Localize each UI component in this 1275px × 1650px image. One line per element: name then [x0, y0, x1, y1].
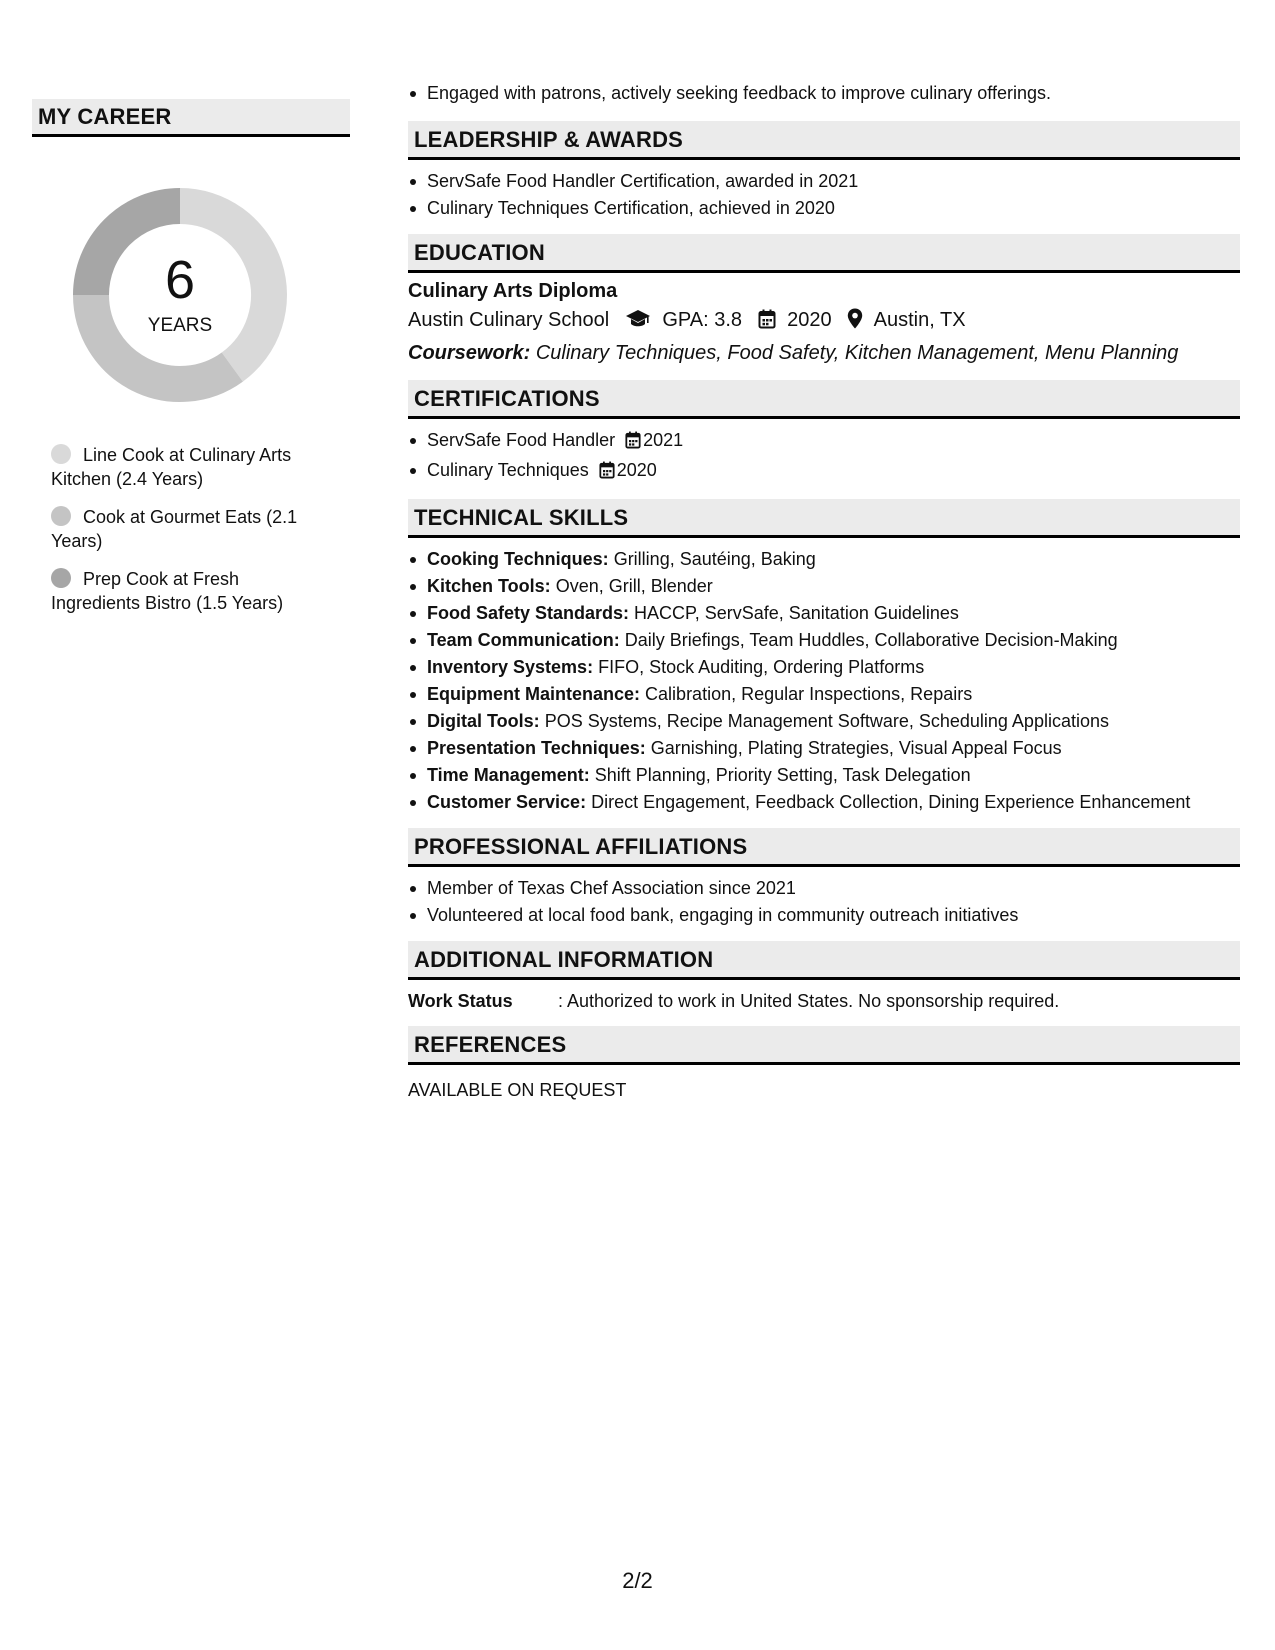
list-item — [427, 573, 1240, 600]
certifications-section — [408, 380, 1240, 487]
affiliations-section — [408, 828, 1240, 929]
list-item — [427, 600, 1240, 627]
list-item — [427, 735, 1240, 762]
skill-value: FIFO, Stock Auditing, Ordering Platforms — [598, 657, 925, 677]
list-item — [427, 654, 1240, 681]
career-donut-chart — [66, 181, 294, 409]
references-text: AVAILABLE ON REQUEST — [408, 1080, 627, 1100]
section-heading: TECHNICAL SKILLS — [408, 499, 1240, 538]
page-number: 2/2 — [622, 1568, 653, 1593]
list-item — [427, 546, 1240, 573]
list-item — [427, 762, 1240, 789]
calendar-icon — [599, 460, 615, 487]
certifications-list — [408, 427, 1240, 487]
total-years-number: 6 — [164, 250, 196, 310]
work-status-row — [408, 980, 1240, 1014]
section-heading: EDUCATION — [408, 234, 1240, 273]
list-item — [427, 708, 1240, 735]
skill-value: Garnishing, Plating Strategies, Visual Appeal Focus — [650, 738, 1062, 758]
section-heading: CERTIFICATIONS — [408, 380, 1240, 419]
skill-label: Cooking Techniques: — [427, 549, 609, 569]
legend-label: Line Cook at Culinary Arts Kitchen (2.4 Years) — [51, 445, 292, 489]
legend-item-prep-cook — [51, 567, 320, 615]
map-pin-icon — [847, 308, 863, 338]
list-item — [427, 681, 1240, 708]
leadership-section — [408, 121, 1240, 222]
skill-value: Grilling, Sautéing, Baking — [613, 549, 816, 569]
skill-label: Time Management: — [427, 765, 590, 785]
gpa: GPA: 3.8 — [662, 309, 743, 331]
list-item: Volunteered at local food bank, engaging in community outreach initiatives — [427, 902, 1240, 929]
main-content — [408, 80, 1240, 1115]
list-item: Engaged with patrons, actively seeking feedback to improve culinary offerings. — [427, 80, 1240, 107]
career-legend — [32, 443, 350, 615]
list-item: Culinary Techniques Certification, achieved in 2020 — [427, 195, 1240, 222]
list-item — [427, 789, 1240, 816]
legend-label: Prep Cook at Fresh Ingredients Bistro (1.5 Years) — [51, 569, 284, 613]
skill-label: Equipment Maintenance: — [427, 684, 641, 704]
references-section — [408, 1026, 1240, 1103]
school-location: Austin, TX — [873, 309, 966, 331]
section-heading: ADDITIONAL INFORMATION — [408, 941, 1240, 980]
work-status-value: : Authorized to work in United States. No sponsorship required. — [558, 991, 1060, 1011]
certification-name: ServSafe Food Handler — [427, 430, 616, 450]
calendar-icon — [625, 430, 641, 457]
skill-label: Team Communication: — [427, 630, 620, 650]
skill-value: POS Systems, Recipe Management Software, Scheduling Applications — [544, 711, 1109, 731]
education-section — [408, 234, 1240, 368]
certification-year: 2020 — [616, 460, 657, 480]
list-item: Member of Texas Chef Association since 2021 — [427, 875, 1240, 902]
section-heading: REFERENCES — [408, 1026, 1240, 1065]
list-item: ServSafe Food Handler Certification, awarded in 2021 — [427, 168, 1240, 195]
skill-label: Presentation Techniques: — [427, 738, 646, 758]
skills-list — [408, 546, 1240, 816]
section-heading: LEADERSHIP & AWARDS — [408, 121, 1240, 160]
list-item — [427, 457, 1240, 487]
skill-value: HACCP, ServSafe, Sanitation Guidelines — [634, 603, 959, 623]
sidebar — [32, 99, 350, 629]
legend-dot — [51, 506, 71, 526]
skill-value: Oven, Grill, Blender — [555, 576, 713, 596]
additional-info-section — [408, 941, 1240, 1014]
skill-label: Customer Service: — [427, 792, 587, 812]
affiliations-list — [408, 875, 1240, 929]
career-heading: MY CAREER — [32, 99, 350, 137]
donut-center — [66, 181, 294, 409]
graduation-year: 2020 — [787, 309, 832, 331]
coursework — [408, 338, 1240, 368]
legend-dot — [51, 444, 71, 464]
legend-dot — [51, 568, 71, 588]
skill-value: Shift Planning, Priority Setting, Task Delegation — [594, 765, 971, 785]
calendar-icon — [758, 308, 776, 338]
education-details — [408, 305, 1240, 338]
certification-name: Culinary Techniques — [427, 460, 589, 480]
coursework-label: Coursework: — [408, 342, 531, 364]
certification-year: 2021 — [643, 430, 684, 450]
skill-label: Kitchen Tools: — [427, 576, 551, 596]
graduation-cap-icon — [625, 308, 651, 338]
legend-item-line-cook — [51, 443, 320, 491]
skill-value: Direct Engagement, Feedback Collection, Dining Experience Enhancement — [591, 792, 1191, 812]
skill-value: Daily Briefings, Team Huddles, Collaborative Decision-Making — [624, 630, 1118, 650]
school-name: Austin Culinary School — [408, 309, 610, 331]
skills-section — [408, 499, 1240, 816]
work-status-label: Work Status — [408, 991, 513, 1011]
experience-continued-list — [408, 80, 1240, 107]
skill-label: Digital Tools: — [427, 711, 540, 731]
list-item — [427, 427, 1240, 457]
legend-item-cook — [51, 505, 320, 553]
section-heading: PROFESSIONAL AFFILIATIONS — [408, 828, 1240, 867]
legend-label: Cook at Gourmet Eats (2.1 Years) — [51, 507, 298, 551]
total-years-unit: YEARS — [147, 315, 213, 336]
coursework-list: Culinary Techniques, Food Safety, Kitchen Management, Menu Planning — [535, 342, 1179, 364]
skill-label: Food Safety Standards: — [427, 603, 630, 623]
degree-title: Culinary Arts Diploma — [408, 280, 618, 302]
list-item — [427, 627, 1240, 654]
leadership-list — [408, 168, 1240, 222]
skill-value: Calibration, Regular Inspections, Repairs — [645, 684, 973, 704]
skill-label: Inventory Systems: — [427, 657, 594, 677]
